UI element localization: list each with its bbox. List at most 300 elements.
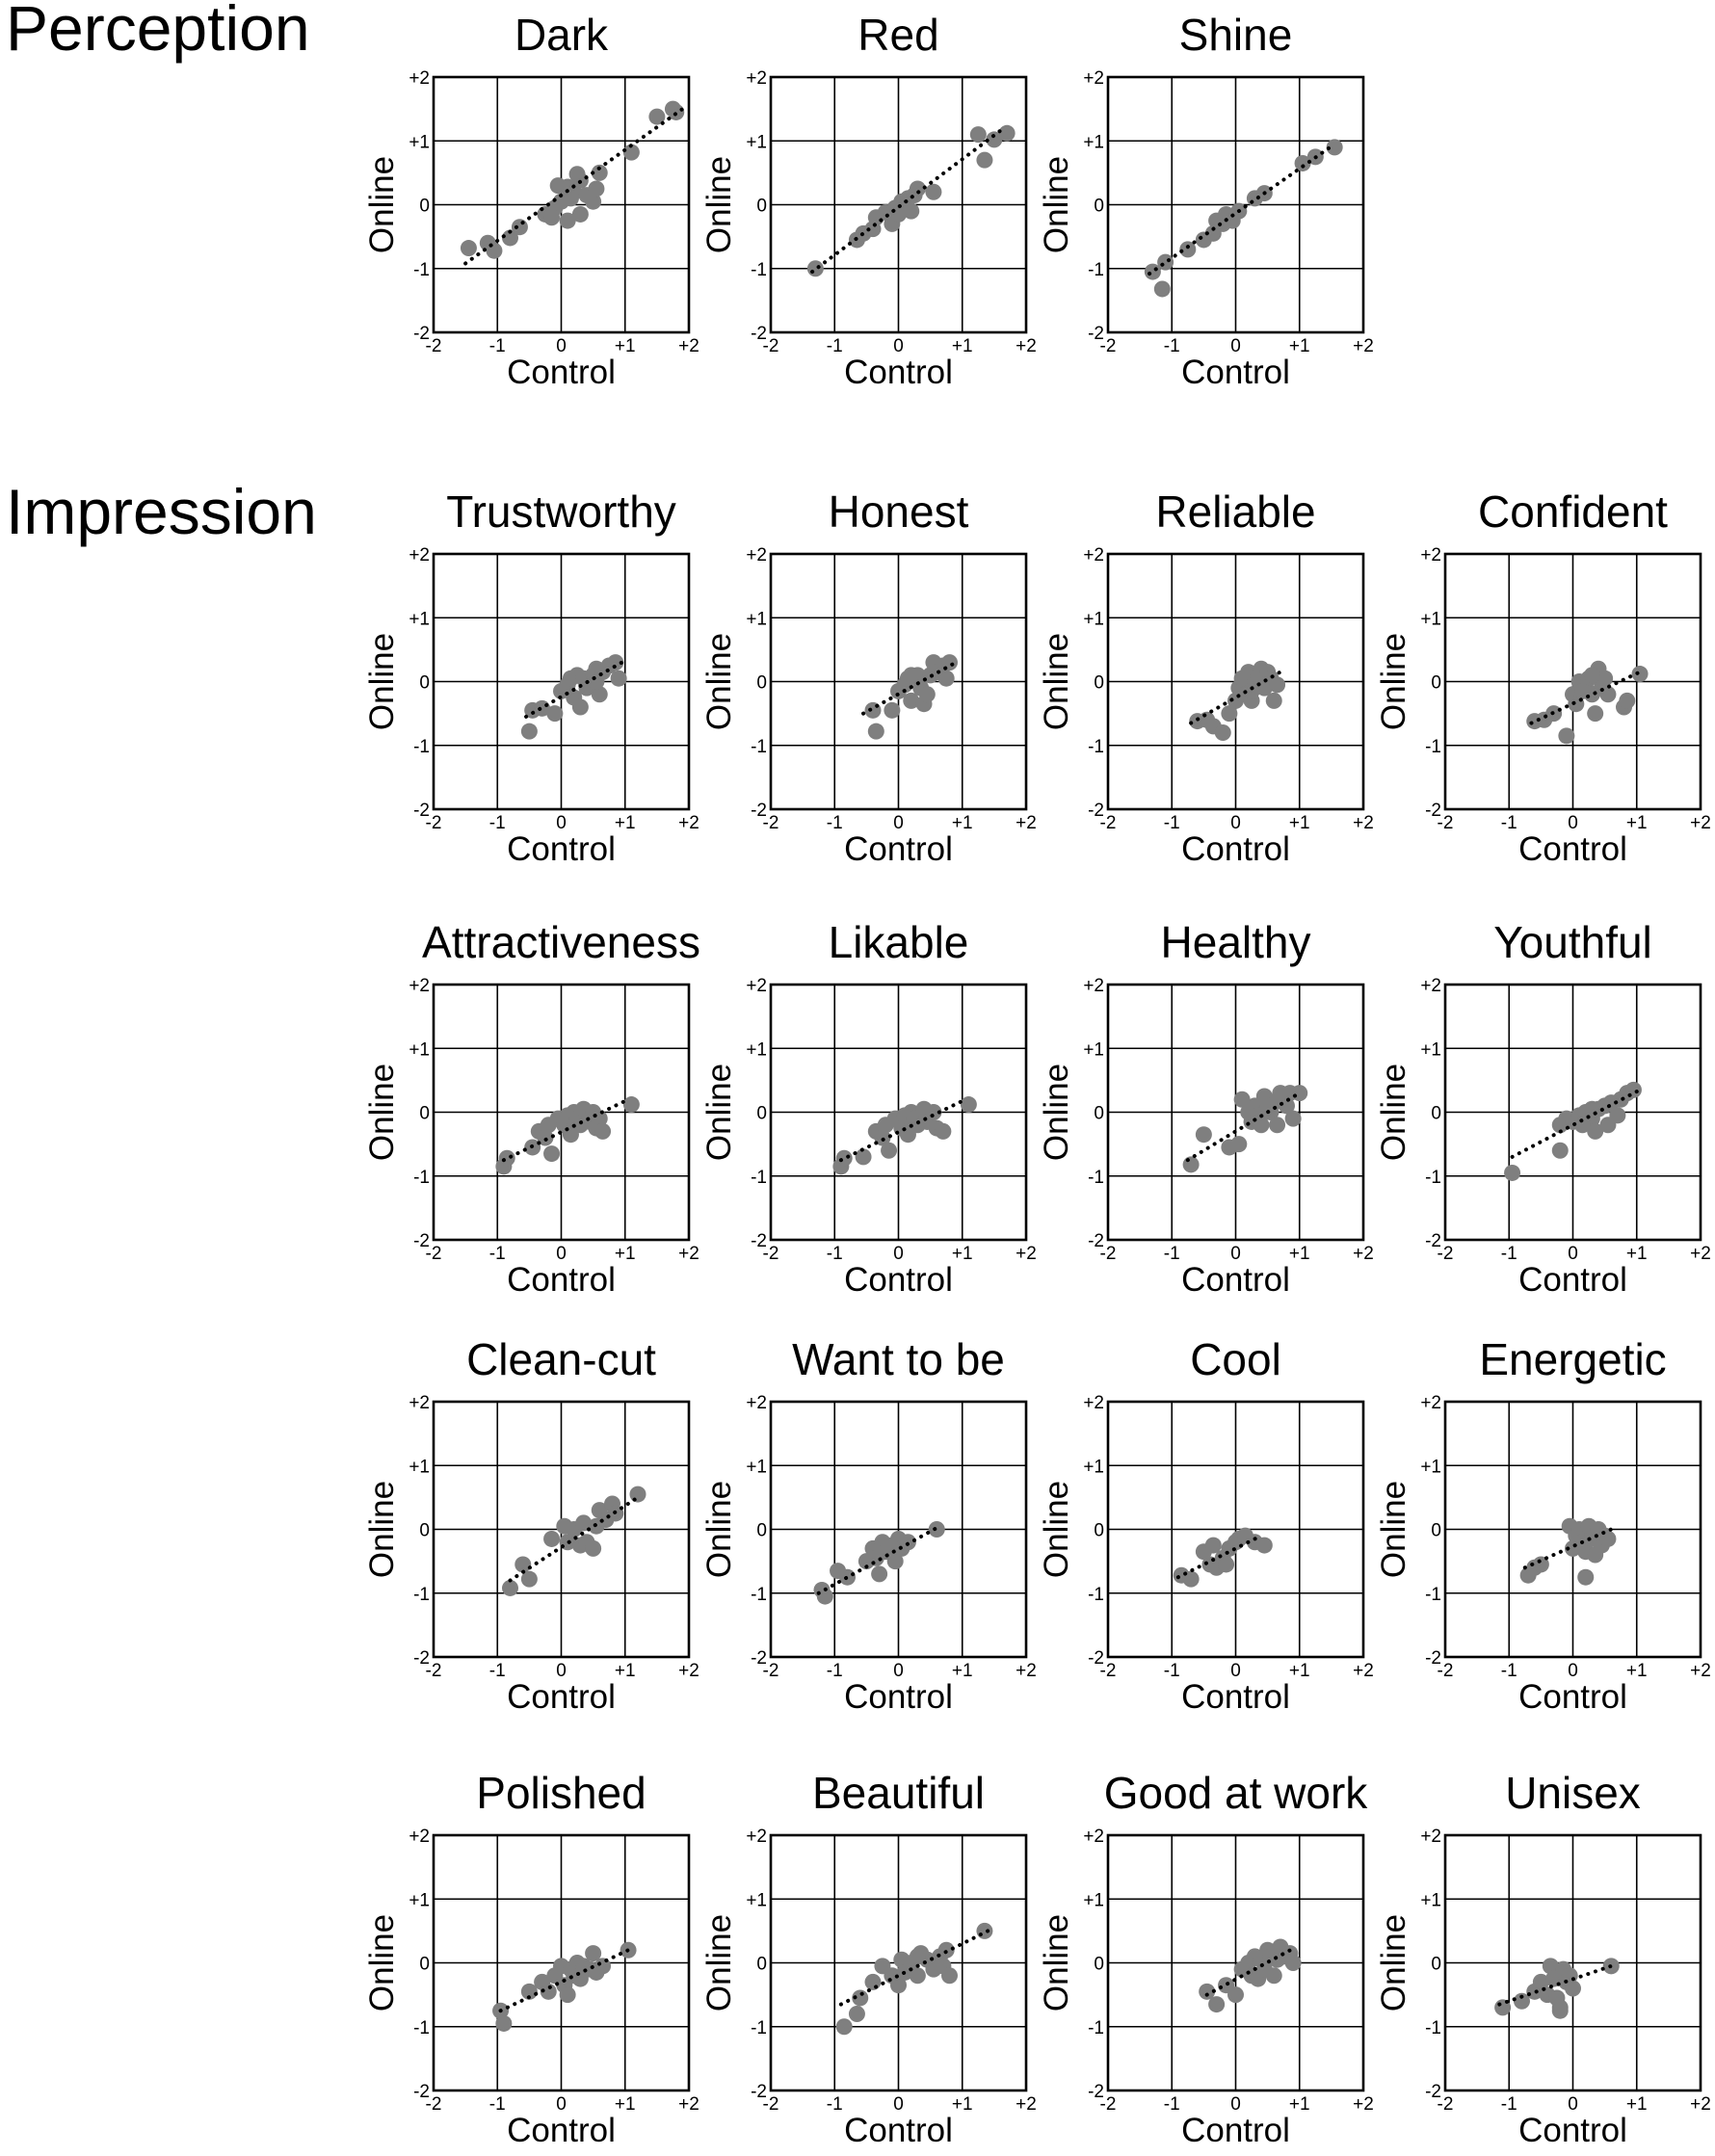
y-tick-label: -1 — [1088, 259, 1104, 280]
x-axis-label: Control — [1518, 830, 1627, 868]
y-tick-label: -1 — [1425, 2017, 1441, 2038]
x-tick-label: +1 — [1625, 1661, 1648, 1681]
y-tick-label: -2 — [751, 2082, 767, 2102]
x-tick-label: +2 — [678, 2094, 699, 2115]
y-tick-label: -1 — [1425, 1584, 1441, 1605]
x-tick-label: -1 — [488, 813, 506, 833]
x-tick-label: 0 — [1230, 2094, 1241, 2115]
data-point — [935, 1123, 951, 1140]
chart-title: Beautiful — [811, 1768, 986, 1818]
data-point — [594, 1123, 611, 1140]
y-tick-label: +1 — [1420, 1039, 1441, 1061]
x-tick-label: +2 — [1690, 1244, 1711, 1264]
x-tick-label: -1 — [826, 813, 843, 833]
data-point — [1269, 1117, 1285, 1133]
y-tick-label: -2 — [413, 2082, 430, 2102]
x-tick-label: -1 — [1500, 2094, 1517, 2115]
y-tick-label: 0 — [1431, 1520, 1441, 1541]
data-point — [572, 699, 589, 716]
x-tick-label: -1 — [488, 1661, 506, 1681]
scatter-chart-clean-cut — [363, 1334, 699, 1716]
x-tick-label: +1 — [614, 1244, 636, 1264]
x-tick-label: -1 — [1500, 1244, 1517, 1264]
data-point — [807, 260, 824, 276]
x-axis-label: Control — [1181, 354, 1290, 391]
data-point — [941, 1967, 958, 1984]
x-tick-label: -1 — [1163, 336, 1180, 356]
data-point — [1558, 727, 1574, 744]
x-tick-label: 0 — [1568, 813, 1578, 833]
y-axis-label: Online — [1038, 1063, 1075, 1162]
x-tick-label: +2 — [678, 1244, 699, 1264]
x-tick-label: +2 — [678, 336, 699, 356]
y-tick-label: +1 — [746, 609, 767, 630]
x-tick-label: -1 — [826, 1244, 843, 1264]
chart-title: Likable — [828, 917, 969, 967]
y-tick-label: 0 — [1431, 1954, 1441, 1975]
x-tick-label: -1 — [488, 2094, 506, 2115]
y-tick-label: 0 — [1094, 1520, 1104, 1541]
x-axis-label: Control — [1181, 1261, 1290, 1299]
x-axis-label: Control — [507, 354, 616, 391]
y-tick-label: +1 — [409, 609, 430, 630]
y-tick-label: -2 — [413, 801, 430, 821]
x-axis-label: Control — [1518, 1678, 1627, 1716]
x-tick-label: +2 — [1353, 336, 1374, 356]
data-point — [903, 203, 919, 220]
y-tick-label: 0 — [1094, 1954, 1104, 1975]
data-point — [865, 702, 882, 719]
scatter-chart-attractiveness — [363, 917, 700, 1299]
scatter-chart-good-at-work — [1038, 1768, 1374, 2149]
y-tick-label: 0 — [419, 1103, 430, 1124]
data-point — [550, 177, 567, 194]
y-tick-label: +1 — [746, 132, 767, 153]
x-tick-label: 0 — [556, 1244, 567, 1264]
x-tick-label: -2 — [425, 1244, 442, 1264]
y-tick-label: -1 — [413, 1584, 430, 1605]
y-tick-label: -1 — [1088, 1584, 1104, 1605]
scatter-chart-want-to-be — [700, 1334, 1037, 1716]
chart-title: Dark — [514, 10, 609, 60]
data-point — [543, 1531, 560, 1547]
chart-title: Unisex — [1505, 1768, 1641, 1818]
y-tick-label: -1 — [751, 2017, 767, 2038]
y-axis-label: Online — [363, 632, 401, 731]
y-tick-label: -2 — [1425, 1648, 1441, 1669]
data-point — [1266, 693, 1282, 709]
x-tick-label: +2 — [1016, 2094, 1037, 2115]
x-tick-label: 0 — [556, 2094, 567, 2115]
x-axis-label: Control — [507, 1261, 616, 1299]
x-tick-label: +1 — [1288, 813, 1310, 833]
y-axis-label: Online — [1038, 632, 1075, 731]
y-tick-label: +2 — [409, 68, 430, 89]
scatter-chart-reliable — [1038, 486, 1374, 868]
data-point — [884, 702, 900, 719]
chart-title: Shine — [1178, 10, 1293, 60]
x-tick-label: 0 — [556, 336, 567, 356]
x-tick-label: -1 — [1163, 2094, 1180, 2115]
chart-title: Trustworthy — [446, 486, 676, 537]
y-tick-label: -1 — [1088, 2017, 1104, 2038]
data-point — [868, 723, 884, 740]
y-tick-label: 0 — [1094, 196, 1104, 217]
scatter-chart-honest — [700, 486, 1037, 868]
y-tick-label: -1 — [751, 259, 767, 280]
y-tick-label: -2 — [751, 1648, 767, 1669]
y-tick-label: +2 — [1083, 1827, 1104, 1847]
y-tick-label: -2 — [751, 801, 767, 821]
data-point — [495, 2015, 512, 2032]
x-tick-label: -2 — [762, 1661, 779, 1681]
data-point — [871, 1565, 887, 1582]
data-point — [1208, 1996, 1225, 2012]
chart-title: Clean-cut — [466, 1334, 656, 1384]
data-point — [1584, 667, 1600, 683]
x-tick-label: +2 — [678, 813, 699, 833]
x-axis-label: Control — [1518, 1261, 1627, 1299]
data-point — [1269, 676, 1285, 693]
chart-title: Good at work — [1103, 1768, 1368, 1818]
data-point — [1218, 1556, 1234, 1572]
y-axis-label: Online — [1375, 1913, 1412, 2012]
x-tick-label: +2 — [1016, 336, 1037, 356]
x-tick-label: +2 — [1353, 1661, 1374, 1681]
x-tick-label: -2 — [1099, 813, 1117, 833]
data-point — [1552, 1143, 1569, 1159]
chart-title: Healthy — [1160, 917, 1311, 967]
y-tick-label: +2 — [1420, 1827, 1441, 1847]
y-tick-label: -2 — [1088, 1231, 1104, 1251]
section-title-impression: Impression — [6, 476, 317, 547]
x-tick-label: +1 — [951, 336, 973, 356]
data-point — [1285, 1955, 1302, 1971]
x-tick-label: -1 — [826, 1661, 843, 1681]
y-tick-label: -2 — [1425, 801, 1441, 821]
y-axis-label: Online — [363, 1480, 401, 1579]
y-axis-label: Online — [700, 155, 738, 254]
x-tick-label: -2 — [1437, 1661, 1454, 1681]
x-axis-label: Control — [1181, 2112, 1290, 2149]
y-tick-label: -2 — [751, 324, 767, 344]
data-point — [512, 219, 528, 235]
y-tick-label: -2 — [1088, 1648, 1104, 1669]
x-tick-label: -1 — [1163, 1244, 1180, 1264]
y-tick-label: +2 — [409, 976, 430, 996]
y-axis-label: Online — [363, 1913, 401, 2012]
x-axis-label: Control — [844, 830, 953, 868]
y-axis-label: Online — [700, 1063, 738, 1162]
scatter-chart-red — [700, 10, 1037, 391]
y-tick-label: +2 — [1083, 976, 1104, 996]
y-axis-label: Online — [1375, 1063, 1412, 1162]
scatter-chart-youthful — [1375, 917, 1711, 1299]
x-tick-label: -2 — [1099, 336, 1117, 356]
data-point — [970, 126, 987, 143]
data-point — [1587, 705, 1603, 722]
data-point — [1157, 254, 1174, 271]
x-axis-label: Control — [1181, 830, 1290, 868]
x-axis-label: Control — [507, 830, 616, 868]
x-tick-label: -2 — [1437, 1244, 1454, 1264]
scatter-chart-unisex — [1375, 1768, 1711, 2149]
y-tick-label: +1 — [409, 132, 430, 153]
x-tick-label: -1 — [488, 1244, 506, 1264]
x-tick-label: -2 — [425, 813, 442, 833]
y-tick-label: -2 — [1425, 1231, 1441, 1251]
y-tick-label: -2 — [751, 1231, 767, 1251]
x-tick-label: 0 — [1230, 813, 1241, 833]
y-tick-label: -1 — [751, 1167, 767, 1188]
x-tick-label: 0 — [893, 1661, 904, 1681]
data-point — [486, 243, 502, 259]
chart-title: Cool — [1190, 1334, 1281, 1384]
y-axis-label: Online — [700, 632, 738, 731]
x-tick-label: +1 — [951, 813, 973, 833]
x-tick-label: +1 — [1625, 813, 1648, 833]
y-tick-label: +2 — [409, 1827, 430, 1847]
x-tick-label: -1 — [826, 2094, 843, 2115]
data-point — [1215, 724, 1231, 741]
y-tick-label: +2 — [409, 545, 430, 565]
data-point — [865, 1974, 882, 1990]
x-tick-label: +1 — [614, 336, 636, 356]
y-tick-label: +1 — [1420, 609, 1441, 630]
section-title-perception: Perception — [6, 0, 310, 64]
y-tick-label: +2 — [1083, 1393, 1104, 1413]
y-tick-label: +1 — [409, 1457, 430, 1478]
data-point — [1266, 1967, 1282, 1984]
data-point — [1285, 1111, 1302, 1127]
x-tick-label: +1 — [1625, 1244, 1648, 1264]
x-tick-label: 0 — [1230, 1661, 1241, 1681]
data-point — [903, 667, 919, 683]
chart-title: Attractiveness — [422, 917, 700, 967]
data-point — [461, 240, 477, 256]
y-tick-label: +2 — [746, 1393, 767, 1413]
chart-title: Energetic — [1479, 1334, 1667, 1384]
x-tick-label: -2 — [762, 1244, 779, 1264]
y-axis-label: Online — [363, 155, 401, 254]
x-tick-label: -2 — [1437, 2094, 1454, 2115]
y-tick-label: -2 — [1425, 2082, 1441, 2102]
x-tick-label: +2 — [1016, 1661, 1037, 1681]
x-tick-label: +1 — [1288, 1661, 1310, 1681]
data-point — [849, 2006, 865, 2022]
y-tick-label: 0 — [756, 1954, 767, 1975]
y-tick-label: -1 — [413, 736, 430, 757]
scatter-chart-confident — [1375, 486, 1711, 868]
y-tick-label: -1 — [751, 736, 767, 757]
y-tick-label: +1 — [1083, 132, 1104, 153]
data-point — [1227, 1986, 1244, 2003]
y-tick-label: -1 — [413, 259, 430, 280]
y-tick-label: 0 — [1431, 672, 1441, 694]
x-tick-label: +1 — [1288, 2094, 1310, 2115]
x-tick-label: -2 — [1099, 2094, 1117, 2115]
x-tick-label: -1 — [1163, 813, 1180, 833]
x-tick-label: 0 — [1568, 1244, 1578, 1264]
data-point — [594, 1958, 611, 1974]
y-tick-label: +1 — [746, 1457, 767, 1478]
y-tick-label: 0 — [756, 672, 767, 694]
data-point — [499, 1150, 515, 1167]
y-tick-label: +2 — [1420, 1393, 1441, 1413]
data-point — [588, 673, 604, 690]
x-tick-label: +1 — [951, 1661, 973, 1681]
y-tick-label: +2 — [1083, 545, 1104, 565]
y-tick-label: +2 — [746, 68, 767, 89]
data-point — [961, 1096, 977, 1113]
data-point — [919, 686, 936, 702]
x-tick-label: -1 — [488, 336, 506, 356]
data-point — [560, 213, 576, 229]
data-point — [976, 152, 992, 169]
data-point — [1183, 1156, 1200, 1172]
data-point — [1256, 1538, 1273, 1554]
scatter-chart-cool — [1038, 1334, 1374, 1716]
y-tick-label: +1 — [1083, 1457, 1104, 1478]
x-axis-label: Control — [844, 1261, 953, 1299]
x-tick-label: +2 — [1016, 813, 1037, 833]
x-tick-label: -2 — [1437, 813, 1454, 833]
y-tick-label: -1 — [1425, 1167, 1441, 1188]
x-tick-label: 0 — [893, 336, 904, 356]
x-tick-label: +2 — [678, 1661, 699, 1681]
y-tick-label: -1 — [1425, 736, 1441, 757]
chart-title: Confident — [1478, 486, 1668, 537]
y-tick-label: +1 — [1420, 1890, 1441, 1911]
chart-title: Want to be — [792, 1334, 1005, 1384]
x-tick-label: 0 — [556, 1661, 567, 1681]
y-tick-label: +2 — [1083, 68, 1104, 89]
data-point — [925, 184, 941, 200]
x-tick-label: 0 — [1230, 1244, 1241, 1264]
data-point — [976, 1923, 992, 1939]
x-tick-label: 0 — [1230, 336, 1241, 356]
data-point — [1619, 693, 1635, 709]
data-point — [611, 670, 627, 687]
data-point — [836, 2018, 853, 2035]
y-tick-label: 0 — [1094, 1103, 1104, 1124]
y-tick-label: -1 — [413, 2017, 430, 2038]
x-tick-label: +2 — [1690, 813, 1711, 833]
x-tick-label: 0 — [893, 1244, 904, 1264]
y-axis-label: Online — [1375, 1480, 1412, 1579]
x-tick-label: -2 — [425, 336, 442, 356]
x-tick-label: +2 — [1690, 1661, 1711, 1681]
y-tick-label: 0 — [756, 196, 767, 217]
y-axis-label: Online — [1375, 632, 1412, 731]
x-tick-label: +1 — [1288, 336, 1310, 356]
y-tick-label: +2 — [1420, 976, 1441, 996]
data-point — [1552, 2003, 1569, 2019]
x-tick-label: +1 — [1625, 2094, 1648, 2115]
y-tick-label: +1 — [1083, 1890, 1104, 1911]
data-point — [630, 1486, 646, 1503]
y-tick-label: +2 — [746, 976, 767, 996]
x-tick-label: -2 — [762, 336, 779, 356]
x-tick-label: -2 — [425, 1661, 442, 1681]
y-tick-label: +2 — [1420, 545, 1441, 565]
y-tick-label: -2 — [1088, 801, 1104, 821]
x-tick-label: +1 — [614, 1661, 636, 1681]
chart-title: Youthful — [1493, 917, 1652, 967]
x-axis-label: Control — [507, 1678, 616, 1716]
data-point — [938, 670, 955, 687]
data-point — [1632, 666, 1649, 682]
y-axis-label: Online — [700, 1913, 738, 2012]
y-tick-label: -1 — [751, 1584, 767, 1605]
x-tick-label: +2 — [1016, 1244, 1037, 1264]
x-tick-label: -1 — [1500, 1661, 1517, 1681]
x-axis-label: Control — [844, 2112, 953, 2149]
data-point — [999, 125, 1016, 142]
data-point — [1154, 280, 1171, 297]
y-tick-label: +1 — [746, 1890, 767, 1911]
x-tick-label: -2 — [425, 2094, 442, 2115]
chart-title: Polished — [476, 1768, 646, 1818]
x-tick-label: -2 — [762, 813, 779, 833]
x-tick-label: +1 — [614, 2094, 636, 2115]
data-point — [502, 1580, 518, 1596]
y-tick-label: -1 — [413, 1167, 430, 1188]
y-axis-label: Online — [1038, 1480, 1075, 1579]
scatter-chart-polished — [363, 1768, 699, 2149]
x-tick-label: -1 — [1163, 1661, 1180, 1681]
scatter-chart-shine — [1038, 10, 1374, 391]
y-tick-label: -2 — [413, 1231, 430, 1251]
x-axis-label: Control — [507, 2112, 616, 2149]
y-tick-label: +1 — [1083, 609, 1104, 630]
data-point — [1584, 1101, 1600, 1117]
x-axis-label: Control — [844, 354, 953, 391]
scatter-chart-trustworthy — [363, 486, 699, 868]
x-axis-label: Control — [844, 1678, 953, 1716]
x-tick-label: +1 — [951, 2094, 973, 2115]
data-point — [1196, 1126, 1212, 1143]
chart-title: Reliable — [1155, 486, 1316, 537]
y-tick-label: 0 — [1094, 672, 1104, 694]
y-tick-label: 0 — [756, 1103, 767, 1124]
y-tick-label: 0 — [1431, 1103, 1441, 1124]
y-axis-label: Online — [1038, 1913, 1075, 2012]
y-axis-label: Online — [700, 1480, 738, 1579]
y-tick-label: +1 — [1420, 1457, 1441, 1478]
y-tick-label: -2 — [1088, 2082, 1104, 2102]
data-point — [560, 1986, 576, 2003]
x-tick-label: -1 — [1500, 813, 1517, 833]
y-axis-label: Online — [363, 1063, 401, 1162]
y-tick-label: +1 — [409, 1039, 430, 1061]
data-point — [1577, 1569, 1594, 1586]
x-tick-label: -2 — [762, 2094, 779, 2115]
x-tick-label: 0 — [893, 813, 904, 833]
y-axis-label: Online — [1038, 155, 1075, 254]
data-point — [1504, 1165, 1520, 1181]
x-tick-label: 0 — [1568, 2094, 1578, 2115]
data-point — [1609, 1107, 1625, 1123]
y-tick-label: +2 — [409, 1393, 430, 1413]
y-tick-label: +1 — [746, 1039, 767, 1061]
x-tick-label: -1 — [826, 336, 843, 356]
data-point — [543, 1145, 560, 1162]
y-tick-label: -1 — [1088, 1167, 1104, 1188]
y-tick-label: -2 — [413, 1648, 430, 1669]
y-tick-label: +1 — [409, 1890, 430, 1911]
scatter-chart-healthy — [1038, 917, 1374, 1299]
